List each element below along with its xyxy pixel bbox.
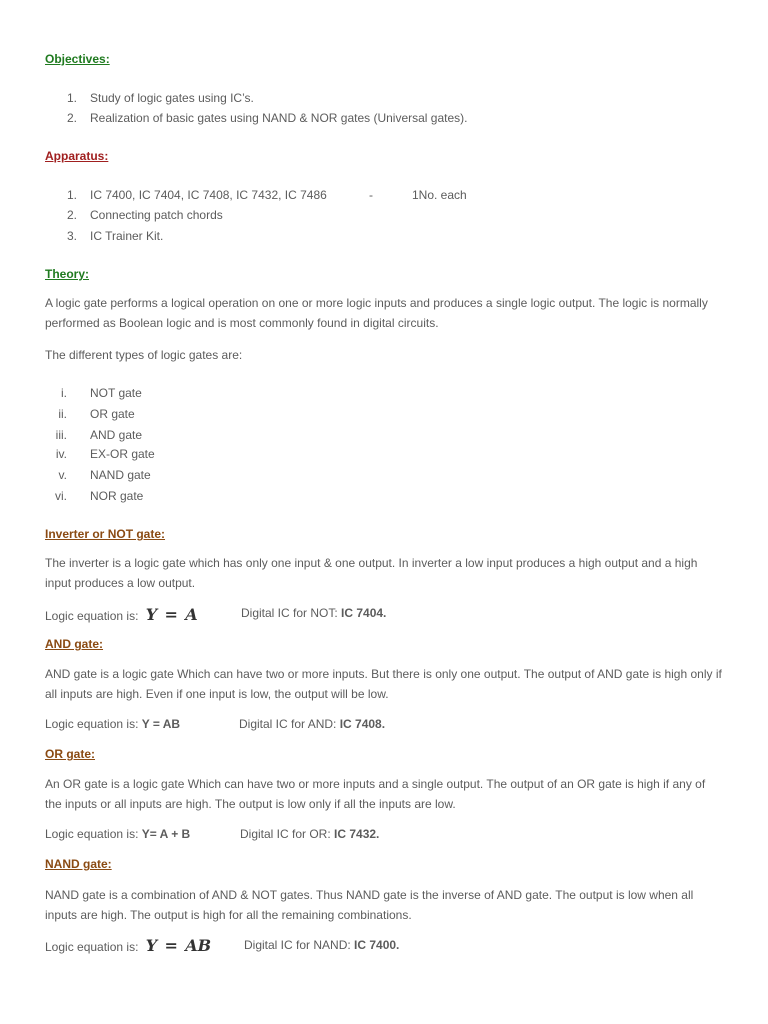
not-gate-description: The inverter is a logic gate which has only one input & one output. In inverter a low input produces a high output and a high input produces a low output. — [45, 556, 698, 590]
list-marker: ii. — [58, 407, 67, 421]
list-marker: v. — [58, 468, 67, 482]
and-gate-heading: AND gate: — [45, 637, 104, 651]
and-gate-description: AND gate is a logic gate Which can have two or more inputs. But there is only one output. The output of AND gate is high only if all inputs are high. Even if one input is low, the output will be low. — [45, 667, 722, 701]
or-gate-description: An OR gate is a logic gate Which can have two or more inputs and a single output. The output of an OR gate is high if any of the inputs or all inputs are high. The output is low only if all the inputs are low. — [45, 777, 706, 811]
list-marker: i. — [61, 386, 67, 400]
equation-lhs: Y — [145, 605, 158, 624]
ic-label: Digital IC for NAND: — [244, 938, 351, 952]
theory-paragraph: A logic gate performs a logical operation on one or more logic inputs and produces a single logic output. The logic is normally performed as Boolean logic and is most commonly found in digital circuits. — [45, 296, 708, 330]
list-marker: 1. — [66, 188, 77, 202]
equation-sign: = — [164, 605, 178, 624]
equation-rhs: AB — [185, 936, 212, 955]
ic-value: IC 7404. — [341, 606, 387, 620]
list-item: OR gate — [90, 407, 135, 421]
theory-intro-text: The different types of logic gates are: — [45, 348, 243, 362]
objectives-heading: Objectives: — [45, 52, 110, 66]
equation-lhs: Y — [145, 936, 158, 955]
not-gate-equation — [45, 605, 198, 624]
ic-value: IC 7400. — [354, 938, 400, 952]
ic-value: IC 7408. — [339, 717, 386, 731]
not-gate-ic — [241, 606, 386, 620]
equation-label: Logic equation is: — [45, 827, 139, 841]
list-item: IC 7400, IC 7404, IC 7408, IC 7432, IC 7486 — [90, 188, 327, 202]
list-item: AND gate — [90, 428, 143, 442]
list-marker: 2. — [66, 208, 77, 222]
nand-gate-equation — [45, 936, 211, 955]
and-gate-ic — [239, 717, 385, 731]
list-marker: 1. — [66, 91, 77, 105]
or-gate-equation — [45, 827, 190, 841]
list-item: Study of logic gates using IC’s. — [90, 91, 254, 105]
theory-heading: Theory: — [45, 267, 90, 281]
list-item-quantity: 1No. each — [412, 188, 467, 202]
ic-label: Digital IC for NOT: — [241, 606, 338, 620]
list-marker: iii. — [55, 428, 67, 442]
list-item: Realization of basic gates using NAND & NOR gates (Universal gates). — [90, 111, 468, 125]
equation-label: Logic equation is: — [45, 717, 139, 731]
apparatus-heading: Apparatus: — [45, 149, 109, 163]
list-item: NOR gate — [90, 489, 144, 503]
list-item: NAND gate — [90, 468, 151, 482]
and-gate-equation — [45, 717, 180, 731]
list-marker: iv. — [55, 447, 67, 461]
list-marker: 2. — [66, 111, 77, 125]
list-item-dash: - — [369, 188, 373, 202]
equation-sign: = — [164, 936, 178, 955]
ic-label: Digital IC for AND: — [239, 717, 337, 731]
nand-gate-ic — [244, 938, 399, 952]
or-gate-heading: OR gate: — [45, 747, 96, 761]
equation-label: Logic equation is: — [45, 940, 139, 954]
equation-value: Y= A + B — [141, 827, 191, 841]
list-item: IC Trainer Kit. — [90, 229, 164, 243]
or-gate-ic — [240, 827, 379, 841]
equation-label: Logic equation is: — [45, 609, 139, 623]
ic-value: IC 7432. — [334, 827, 380, 841]
list-marker: 3. — [66, 229, 77, 243]
nand-gate-description: NAND gate is a combination of AND & NOT gates. Thus NAND gate is the inverse of AND gate. The output is low when all inputs are high. The output is high for all the remaining combinations. — [45, 888, 694, 922]
list-item: NOT gate — [90, 386, 142, 400]
equation-rhs: A — [185, 605, 198, 624]
list-marker: vi. — [55, 489, 67, 503]
not-gate-heading: Inverter or NOT gate: — [45, 527, 166, 541]
nand-gate-heading: NAND gate: — [45, 857, 112, 871]
ic-label: Digital IC for OR: — [240, 827, 331, 841]
equation-value: Y = AB — [141, 717, 181, 731]
list-item: Connecting patch chords — [90, 208, 223, 222]
list-item: EX-OR gate — [90, 447, 155, 461]
